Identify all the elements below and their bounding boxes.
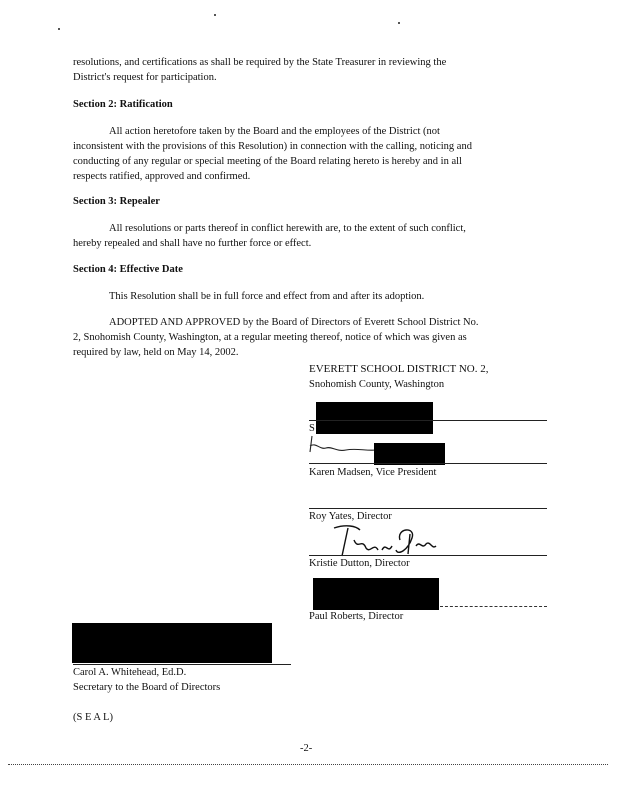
redaction-box — [313, 578, 439, 610]
redaction-box — [72, 623, 272, 663]
body-text-line: required by law, held on May 14, 2002. — [73, 347, 239, 358]
signatory-partial-label: S — [309, 423, 315, 434]
secretary-name: Carol A. Whitehead, Ed.D. — [73, 667, 187, 678]
signature-line — [309, 463, 547, 464]
body-text-line: District's request for participation. — [73, 72, 217, 83]
body-text-line: respects ratified, approved and confirmed. — [73, 171, 251, 182]
body-text-line: All action heretofore taken by the Board and the employees of the District (not — [109, 126, 440, 137]
secretary-title: Secretary to the Board of Directors — [73, 682, 221, 693]
scan-speck — [58, 28, 60, 30]
district-name: EVERETT SCHOOL DISTRICT NO. 2, — [309, 363, 489, 375]
body-text-line: inconsistent with the provisions of this Resolution) in connection with the calling, noticing and — [73, 141, 472, 152]
page-number: -2- — [300, 743, 313, 754]
scan-artifact-line — [8, 764, 608, 765]
signatory-paul-roberts: Paul Roberts, Director — [309, 611, 404, 622]
section-2-heading: Section 2: Ratification — [73, 99, 173, 110]
section-3-heading: Section 3: Repealer — [73, 196, 160, 207]
body-text-line: All resolutions or parts thereof in conflict herewith are, to the extent of such conflict, — [109, 223, 466, 234]
signatory-kristie-dutton: Kristie Dutton, Director — [309, 558, 410, 569]
body-text-line: hereby repealed and shall have no further force or effect. — [73, 238, 312, 249]
body-text-line: 2, Snohomish County, Washington, at a regular meeting thereof, notice of which was given as — [73, 332, 467, 343]
redaction-box — [316, 402, 433, 434]
body-text-line: This Resolution shall be in full force and effect from and after its adoption. — [109, 291, 425, 302]
signature-line — [440, 606, 547, 607]
signatory-roy-yates: Roy Yates, Director — [309, 511, 392, 522]
seal-placeholder: (S E A L) — [73, 712, 113, 723]
scan-speck — [214, 14, 216, 16]
body-text-line: conducting of any regular or special meeting of the Board relating hereto is hereby and in all — [73, 156, 462, 167]
signature-line — [309, 420, 547, 421]
body-text-line: resolutions, and certifications as shall be required by the State Treasurer in reviewing the — [73, 57, 447, 68]
section-4-heading: Section 4: Effective Date — [73, 264, 183, 275]
scan-speck — [398, 22, 400, 24]
signatory-karen-madsen: Karen Madsen, Vice President — [309, 467, 437, 478]
district-county: Snohomish County, Washington — [309, 379, 445, 390]
body-text-line: ADOPTED AND APPROVED by the Board of Directors of Everett School District No. — [109, 317, 479, 328]
redaction-box — [374, 443, 445, 465]
